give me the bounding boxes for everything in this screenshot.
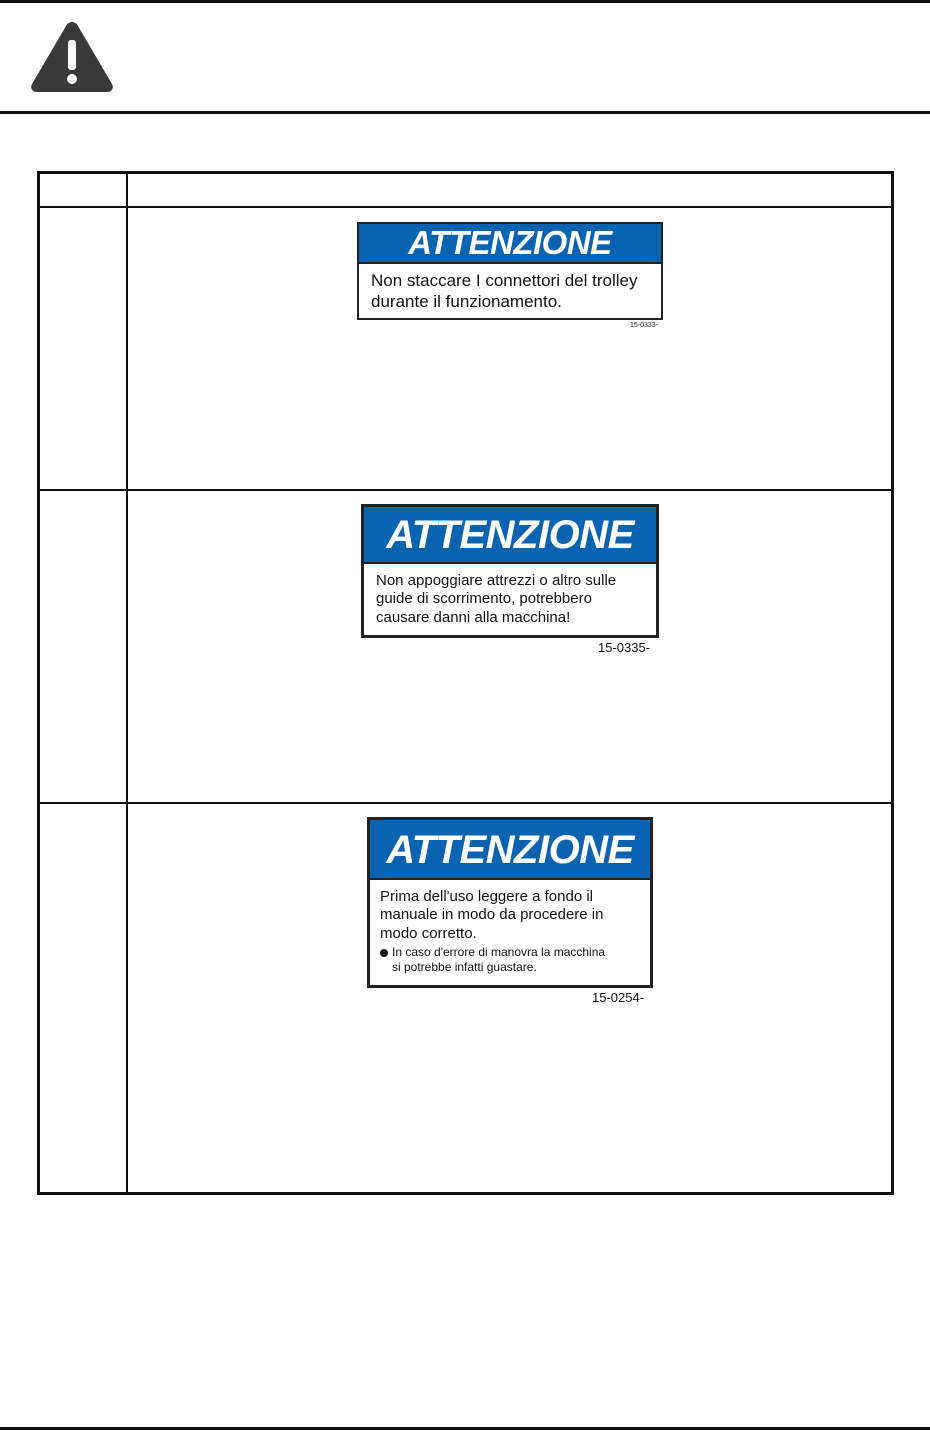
label-bullet-line: si potrebbe infatti guastare. — [392, 959, 537, 974]
label-text — [364, 564, 656, 627]
warning-triangle-icon — [28, 18, 116, 94]
header-rule — [0, 111, 930, 114]
column-divider — [126, 174, 128, 1192]
header-row-divider — [40, 206, 891, 208]
warning-label-rails — [361, 504, 659, 638]
label-text-line: Non appoggiare attrezzi o altro sulle — [376, 572, 617, 589]
warning-label-connectors — [357, 222, 663, 320]
warning-label-manual — [367, 817, 653, 988]
label-text-line: modo corretto. — [380, 924, 477, 942]
label-bullet — [380, 945, 640, 974]
label-text-line: manuale in modo da procedere in — [380, 906, 604, 924]
label-title: ATTENZIONE — [359, 224, 661, 264]
label-code: 15-0333- — [630, 322, 659, 329]
label-text — [359, 264, 661, 312]
label-text — [370, 880, 650, 974]
label-code: 15-0254- — [592, 990, 645, 1005]
label-text-line: causare danni alla macchina! — [376, 608, 571, 626]
label-text-line: durante il funzionamento. — [371, 291, 562, 311]
label-bullet-line: In caso d'errore di manovra la macchina — [392, 944, 606, 959]
label-text-line: Prima dell'uso leggere a fondo il — [380, 888, 593, 905]
row-divider — [40, 802, 891, 804]
top-rule — [0, 0, 930, 3]
row-divider — [40, 489, 891, 491]
label-title: ATTENZIONE — [370, 820, 650, 880]
label-text-line: Non staccare I connettori del trolley — [371, 271, 638, 290]
labels-table — [37, 171, 894, 1195]
label-text-line: guide di scorrimento, potrebbero — [376, 590, 592, 608]
bullet-icon — [380, 949, 388, 957]
label-title: ATTENZIONE — [364, 507, 656, 564]
label-code: 15-0335- — [598, 640, 651, 655]
